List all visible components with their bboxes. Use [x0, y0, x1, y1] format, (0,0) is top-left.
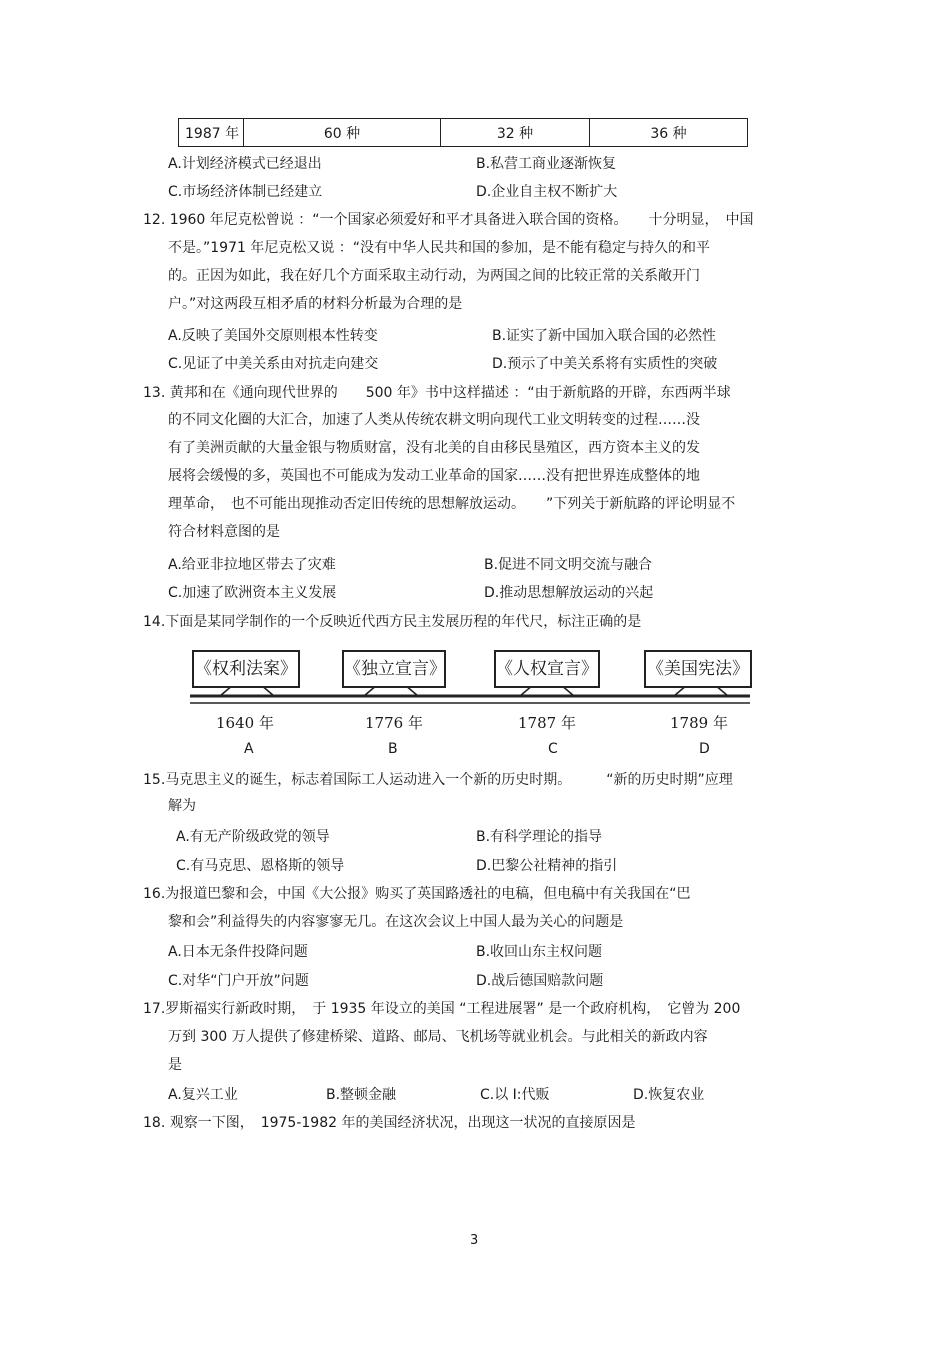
timeline-doc-label: 《独立宣言》: [342, 650, 446, 688]
q12-option-a: A.反映了美国外交原则根本性转变: [168, 328, 378, 344]
q12-option-c: C.见证了中美关系由对抗走向建交: [168, 356, 379, 372]
table-cell: 36 种: [590, 119, 748, 147]
q18-stem: 18. 观察一下图， 1975-1982 年的美国经济状况，出现这一状况的直接原因是: [143, 1115, 636, 1131]
data-table: [178, 118, 748, 147]
q16-option-d: D.战后德国赔款问题: [476, 973, 604, 989]
q13-stem-line: 展将会缓慢的多，英国也不可能成为发动工业革命的国家……没有把世界连成整体的地: [168, 468, 700, 484]
q12-option-b: B.证实了新中国加入联合国的必然性: [492, 328, 717, 344]
q11-option-b: B.私营工商业逐渐恢复: [476, 156, 617, 172]
timeline-choice-letter: A: [244, 741, 254, 757]
q17-stem-line: 是: [168, 1057, 182, 1073]
timeline-year: 1640 年: [216, 714, 274, 732]
timeline-figure: [190, 640, 750, 735]
q15-option-d: D.巴黎公社精神的指引: [476, 858, 618, 874]
q11-option-d: D.企业自主权不断扩大: [476, 184, 618, 200]
q12-option-d: D.预示了中美关系将有实质性的突破: [492, 356, 718, 372]
timeline-year: 1789 年: [670, 714, 728, 732]
q13-stem-line: 理革命， 也不可能出现推动否定旧传统的思想解放运动。 ”下列关于新航路的评论明显不: [168, 496, 736, 512]
q13-option-a: A.给亚非拉地区带去了灾难: [168, 557, 336, 573]
timeline-year: 1776 年: [365, 714, 423, 732]
q15-stem-line: 15.马克思主义的诞生，标志着国际工人运动进入一个新的历史时期。 “新的历史时期”应理: [143, 772, 733, 788]
table-cell: 60 种: [244, 119, 441, 147]
timeline-doc-label: 《权利法案》: [192, 650, 300, 688]
q16-option-c: C.对华“门户开放”问题: [168, 973, 309, 989]
table-row: [179, 119, 748, 147]
q17-option-a: A.复兴工业: [168, 1087, 238, 1103]
q13-option-b: B.促进不同文明交流与融合: [484, 557, 653, 573]
q15-option-b: B.有科学理论的指导: [476, 829, 603, 845]
timeline-doc-label: 《人权宣言》: [494, 650, 600, 688]
q13-stem-line: 有了美洲贡献的大量金银与物质财富，没有北美的自由移民垦殖区，西方资本主义的发: [168, 440, 700, 456]
table-cell: 32 种: [441, 119, 590, 147]
q13-option-c: C.加速了欧洲资本主义发展: [168, 585, 337, 601]
q17-stem-line: 17.罗斯福实行新政时期， 于 1935 年设立的美国 “工程进展署” 是一个政府机构， 它曾为 200: [143, 1001, 741, 1017]
table-cell-year: 1987 年: [179, 119, 244, 147]
q16-option-a: A.日本无条件投降问题: [168, 944, 308, 960]
q16-stem-line: 黎和会”利益得失的内容寥寥无几。在这次会议上中国人最为关心的问题是: [168, 914, 624, 930]
q11-option-a: A.计划经济模式已经退出: [168, 156, 322, 172]
q13-stem-line: 13. 黄邦和在《通向现代世界的 500 年》书中这样描述 ：“由于新航路的开辟，东西两半球: [143, 385, 731, 401]
q13-stem-line: 符合材料意图的是: [168, 524, 280, 540]
q17-option-d: D.恢复农业: [633, 1087, 705, 1103]
q16-option-b: B.收回山东主权问题: [476, 944, 603, 960]
q16-stem-line: 16.为报道巴黎和会，中国《大公报》购买了英国路透社的电稿，但电稿中有关我国在“巴: [143, 886, 691, 902]
q11-option-c: C.市场经济体制已经建立: [168, 184, 323, 200]
q14-stem: 14.下面是某同学制作的一个反映近代西方民主发展历程的年代尺，标注正确的是: [143, 614, 642, 630]
page-number: 3: [470, 1233, 479, 1248]
q12-stem-line: 不是。”1971 年尼克松又说 ：“没有中华人民共和国的参加，是不能有稳定与持久的和平: [168, 240, 711, 256]
q12-stem-line: 12. 1960 年尼克松曾说 ：“一个国家必须爱好和平才具备进入联合国的资格。 十分明显， 中国: [143, 212, 754, 228]
q12-stem-line: 的。正因为如此，我在好几个方面采取主动行动，为两国之间的比较正常的关系敞开门: [168, 268, 700, 284]
q15-stem-line: 解为: [168, 798, 196, 814]
timeline-choice-letter: D: [699, 741, 710, 757]
q15-option-a: A.有无产阶级政党的领导: [176, 829, 330, 845]
timeline-choice-letter: B: [388, 741, 398, 757]
q17-stem-line: 万到 300 万人提供了修建桥梁、道路、邮局、飞机场等就业机会。与此相关的新政内容: [168, 1029, 708, 1045]
q12-stem-line: 户。”对这两段互相矛盾的材料分析最为合理的是: [168, 296, 463, 312]
timeline-doc-label: 《美国宪法》: [644, 650, 752, 688]
q17-option-b: B.整顿金融: [326, 1087, 397, 1103]
q15-option-c: C.有马克思、恩格斯的领导: [176, 858, 345, 874]
q13-option-d: D.推动思想解放运动的兴起: [484, 585, 654, 601]
timeline-choice-letter: C: [548, 741, 558, 757]
q13-stem-line: 的不同文化圈的大汇合，加速了人类从传统农耕文明向现代工业文明转变的过程……没: [168, 412, 700, 428]
q17-option-c: C.以 I:代贩: [480, 1087, 550, 1103]
timeline-year: 1787 年: [518, 714, 576, 732]
